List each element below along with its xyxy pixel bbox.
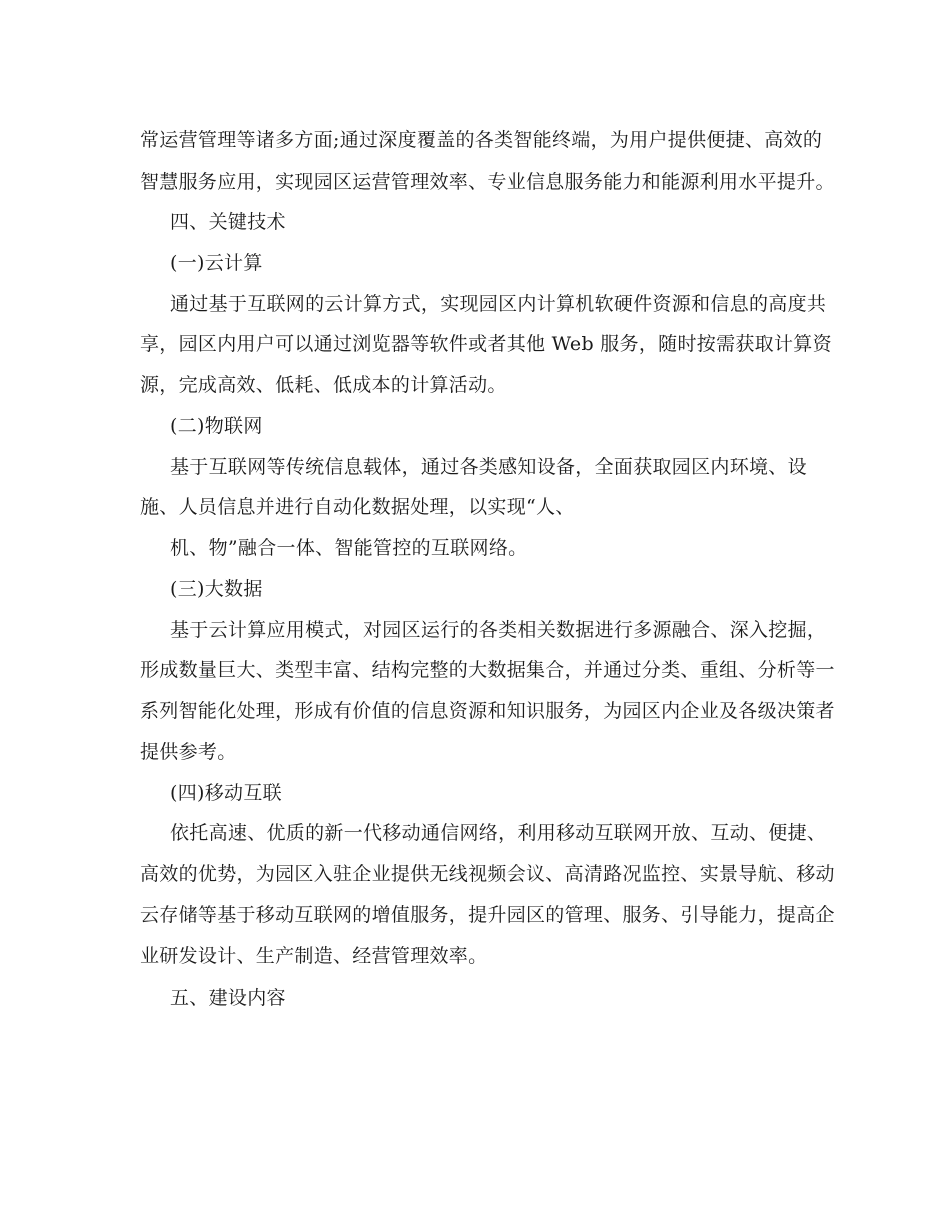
paragraph-line: 享，园区内用户可以通过浏览器等软件或者其他 Web 服务，随时按需获取计算资 xyxy=(140,333,832,355)
paragraph-line: 常运营管理等诸多方面;通过深度覆盖的各类智能终端，为用户提供便捷、高效的 xyxy=(140,129,823,151)
paragraph-line: 提供参考。 xyxy=(140,741,237,763)
paragraph-line: 基于云计算应用模式，对园区运行的各类相关数据进行多源融合、深入挖掘， xyxy=(170,619,827,641)
paragraph-line: 基于互联网等传统信息载体，通过各类感知设备，全面获取园区内环境、设 xyxy=(170,456,807,478)
subheading-mobile-internet: (四)移动互联 xyxy=(170,782,282,804)
paragraph-line: 智慧服务应用，实现园区运营管理效率、专业信息服务能力和能源利用水平提升。 xyxy=(140,171,835,193)
paragraph-line: 高效的优势，为园区入驻企业提供无线视频会议、高清路况监控、实景导航、移动 xyxy=(140,863,835,885)
paragraph-line: 源，完成高效、低耗、低成本的计算活动。 xyxy=(140,374,507,396)
subheading-big-data: (三)大数据 xyxy=(170,578,263,600)
section-heading-key-technologies: 四、关键技术 xyxy=(170,211,286,233)
subheading-iot: (二)物联网 xyxy=(170,415,263,437)
paragraph-line: 机、物”融合一体、智能管控的互联网络。 xyxy=(170,537,528,559)
paragraph-line: 通过基于互联网的云计算方式，实现园区内计算机软硬件资源和信息的高度共 xyxy=(170,293,827,315)
paragraph-line: 形成数量巨大、类型丰富、结构完整的大数据集合，并通过分类、重组、分析等一 xyxy=(140,659,835,681)
paragraph-line: 施、人员信息并进行自动化数据处理，以实现“人、 xyxy=(140,496,575,518)
section-heading-construction-content: 五、建设内容 xyxy=(170,987,286,1009)
paragraph-line: 系列智能化处理，形成有价值的信息资源和知识服务，为园区内企业及各级决策者 xyxy=(140,700,835,722)
subheading-cloud-computing: (一)云计算 xyxy=(170,252,263,274)
paragraph-line: 依托高速、优质的新一代移动通信网络，利用移动互联网开放、互动、便捷、 xyxy=(170,822,827,844)
paragraph-line: 业研发设计、生产制造、经营管理效率。 xyxy=(140,945,488,967)
paragraph-line: 云存储等基于移动互联网的增值服务，提升园区的管理、服务、引导能力，提高企 xyxy=(140,904,835,926)
